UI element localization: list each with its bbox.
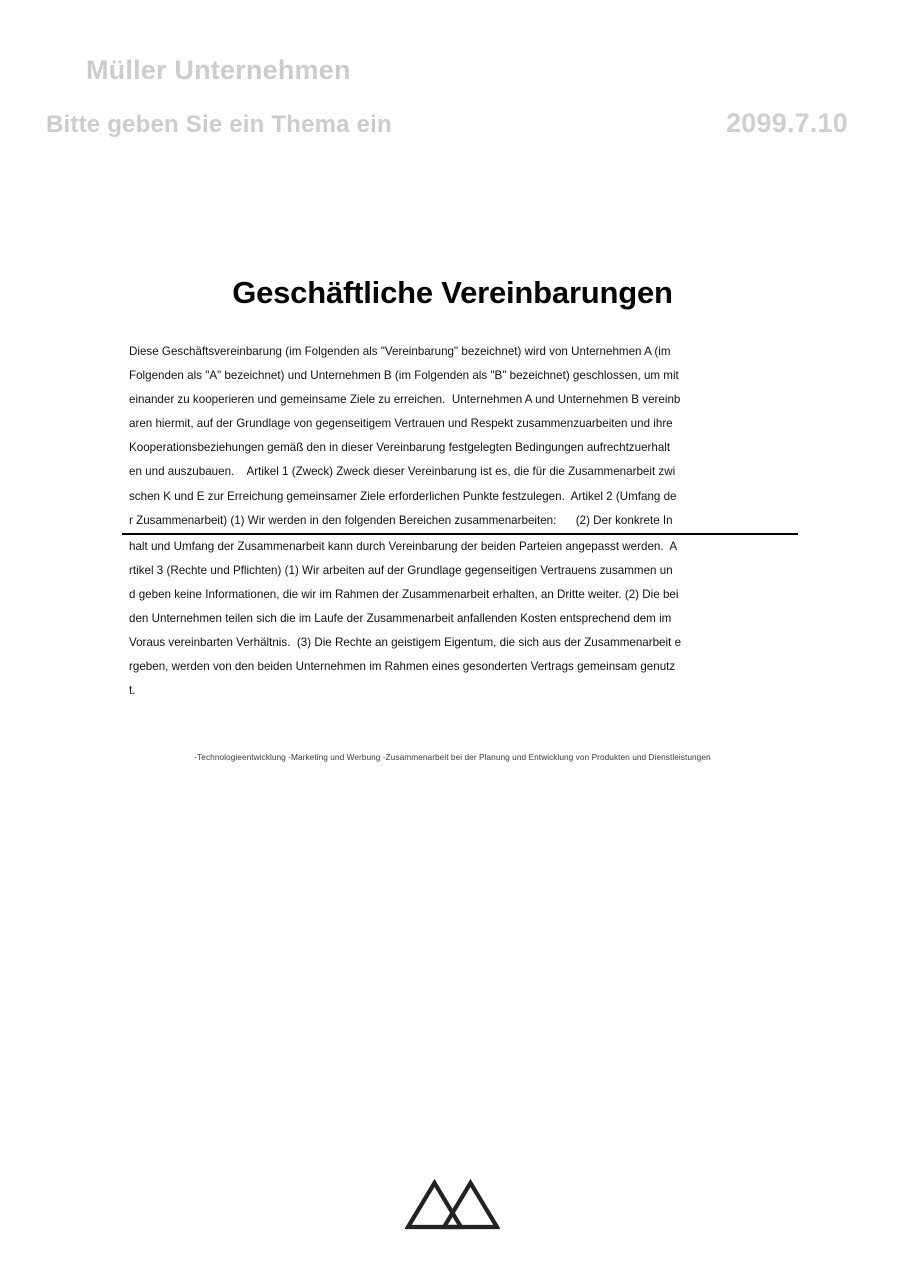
cooperation-areas-footnote: -Technologieentwicklung -Marketing und Werbung -Zusammenarbeit bei der Planung und Entwicklung von Produkten und Dienstleistungen bbox=[194, 752, 711, 762]
subject-placeholder[interactable]: Bitte geben Sie ein Thema ein bbox=[46, 111, 392, 138]
document-date: 2099.7.10 bbox=[726, 108, 848, 138]
document-body bbox=[129, 340, 794, 703]
body-line: Kooperationsbeziehungen gemäß den in dieser Vereinbarung festgelegten Bedingungen aufrechtzuerhalt bbox=[129, 441, 671, 455]
body-line: schen K und E zur Erreichung gemeinsamer Ziele erforderlichen Punkte festzulegen. Artikel 2 (Umfang de bbox=[129, 489, 677, 503]
body-line: Folgenden als "A" bezeichnet) und Unternehmen B (im Folgenden als "B" bezeichnet) geschlossen, um mit bbox=[129, 369, 679, 383]
body-line: aren hiermit, auf der Grundlage von gegenseitigem Vertrauen und Respekt zusammenzuarbeiten und ihre bbox=[129, 417, 673, 431]
body-line: t. bbox=[129, 684, 136, 698]
body-line: r Zusammenarbeit) (1) Wir werden in den folgenden Bereichen zusammenarbeiten: (2) Der konkrete In bbox=[122, 509, 798, 535]
body-line: den Unternehmen teilen sich die im Laufe der Zusammenarbeit anfallenden Kosten entsprechend dem im bbox=[129, 612, 672, 626]
body-line: rtikel 3 (Rechte und Pflichten) (1) Wir arbeiten auf der Grundlage gegenseitigen Vertrauens zusammen un bbox=[129, 563, 673, 577]
body-line: en und auszubauen. Artikel 1 (Zweck) Zweck dieser Vereinbarung ist es, die für die Zusammenarbeit zwi bbox=[129, 465, 676, 479]
document-title: Geschäftliche Vereinbarungen bbox=[232, 274, 673, 310]
twin-mountain-logo bbox=[405, 1178, 500, 1230]
body-line: halt und Umfang der Zusammenarbeit kann durch Vereinbarung der beiden Parteien angepasst werden. A bbox=[129, 539, 678, 553]
body-line: d geben keine Informationen, die wir im Rahmen der Zusammenarbeit erhalten, an Dritte weiter. (2) Die bei bbox=[129, 587, 679, 601]
body-line: Voraus vereinbarten Verhältnis. (3) Die Rechte an geistigem Eigentum, die sich aus der Zusammenarbeit e bbox=[129, 636, 682, 650]
body-line: einander zu kooperieren und gemeinsame Ziele zu erreichen. Unternehmen A und Unternehmen B vereinb bbox=[129, 393, 681, 407]
twin-mountain-logo-icon bbox=[405, 1178, 500, 1230]
body-line: rgeben, werden von den beiden Unternehmen im Rahmen eines gesonderten Vertrags gemeinsam genutz bbox=[129, 660, 676, 674]
company-name: Müller Unternehmen bbox=[86, 55, 351, 85]
body-line: Diese Geschäftsvereinbarung (im Folgenden als "Vereinbarung" bezeichnet) wird von Unternehmen A (im bbox=[129, 345, 671, 358]
